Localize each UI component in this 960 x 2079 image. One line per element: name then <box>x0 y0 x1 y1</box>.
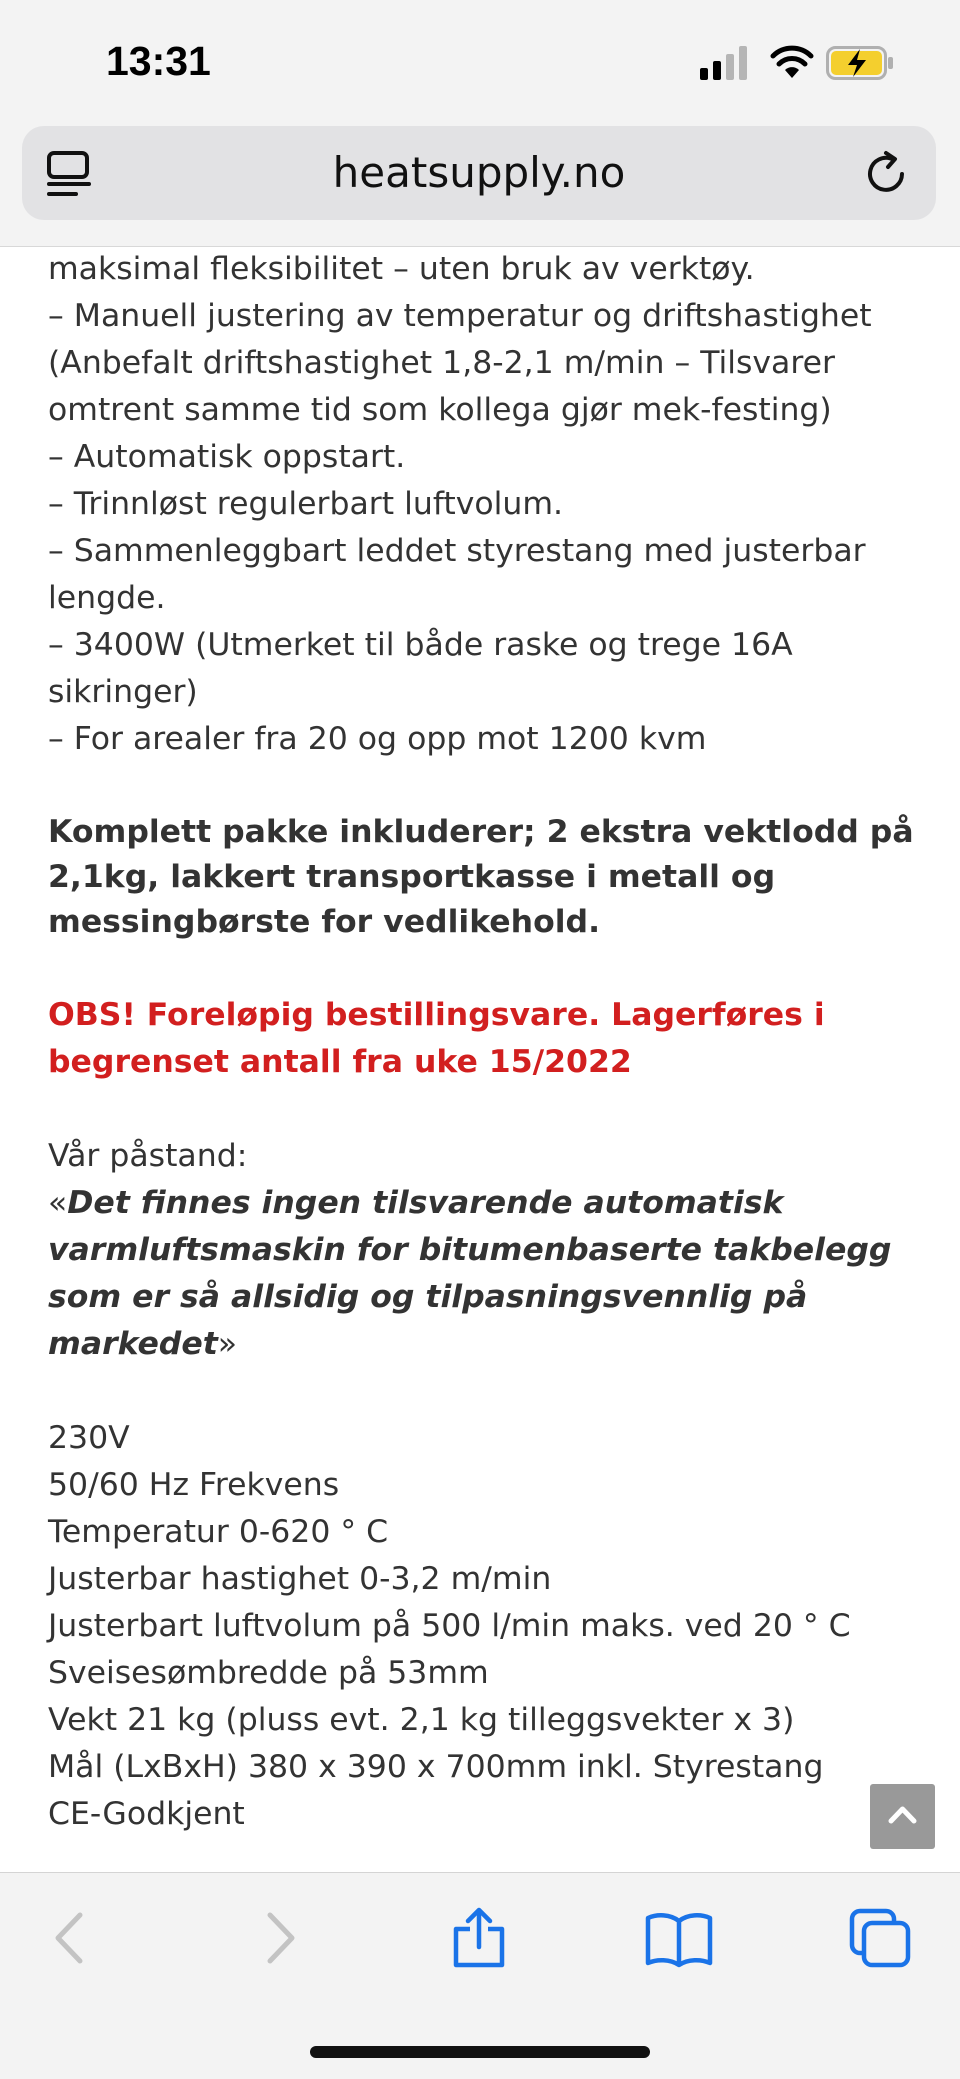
spec-line: Justerbart luftvolum på 500 l/min maks. ved 20 ° C <box>48 1608 851 1644</box>
home-indicator <box>310 2046 650 2058</box>
address-bar[interactable] <box>22 126 936 220</box>
spec-line: 230V <box>48 1420 130 1456</box>
spec-line: CE-Godkjent <box>48 1796 245 1832</box>
wifi-icon <box>770 44 814 80</box>
spec-line: Justerbar hastighet 0-3,2 m/min <box>48 1561 552 1597</box>
quote-close: » <box>217 1326 238 1362</box>
feature-line: maksimal fleksibilitet – uten bruk av verktøy. <box>48 251 755 287</box>
chevron-up-icon <box>888 1804 917 1826</box>
feature-line: – Manuell justering av temperatur og driftshastighet (Anbefalt driftshastighet 1,8-2,1 m/min – Tilsvarer omtrent samme tid som kollega gjør mek-festing) <box>48 298 872 428</box>
bookmarks-icon[interactable] <box>644 1907 714 1969</box>
signal-icon <box>700 46 750 80</box>
article-content <box>48 246 928 1838</box>
forward-icon[interactable] <box>248 1907 308 1969</box>
spec-line: Mål (LxBxH) 380 x 390 x 700mm inkl. Styrestang <box>48 1749 824 1785</box>
spec-line: 50/60 Hz Frekvens <box>48 1467 340 1503</box>
status-time: 13:31 <box>106 38 211 84</box>
claim-text: Det finnes ingen tilsvarende automatisk varmluftsmaskin for bitumenbaserte takbelegg som er så allsidig og tilpasningsvennlig på markedet <box>48 1185 892 1362</box>
claim-label: Vår påstand: <box>48 1138 248 1174</box>
feature-line: – 3400W (Utmerket til både raske og trege 16A sikringer) <box>48 627 793 710</box>
share-icon[interactable] <box>448 1907 510 1969</box>
claim-quote <box>48 1180 928 1368</box>
back-to-top-button[interactable] <box>870 1784 935 1849</box>
back-icon[interactable] <box>42 1907 102 1969</box>
feature-line: – For arealer fra 20 og opp mot 1200 kvm <box>48 721 707 757</box>
battery-charging-icon <box>826 46 896 80</box>
obs-note: OBS! Foreløpig bestillingsvare. Lagerføres i begrenset antall fra uke 15/2022 <box>48 997 825 1080</box>
spec-line: Temperatur 0-620 ° C <box>48 1514 389 1550</box>
status-bar <box>0 0 960 124</box>
feature-line: – Sammenleggbart leddet styrestang med justerbar lengde. <box>48 533 866 616</box>
spec-line: Vekt 21 kg (pluss evt. 2,1 kg tilleggsvekter x 3) <box>48 1702 795 1738</box>
package-note: Komplett pakke inkluderer; 2 ekstra vektlodd på 2,1kg, lakkert transportkasse i metall og messingbørste for vedlikehold. <box>48 814 914 940</box>
url-text[interactable]: heatsupply.no <box>332 148 626 197</box>
tabs-icon[interactable] <box>848 1907 912 1969</box>
reload-icon[interactable] <box>862 150 910 198</box>
quote-open: « <box>48 1185 68 1221</box>
spec-line: Sveisesømbredde på 53mm <box>48 1655 489 1691</box>
feature-line: – Trinnløst regulerbart luftvolum. <box>48 486 564 522</box>
feature-line: – Automatisk oppstart. <box>48 439 406 475</box>
browser-header <box>0 124 960 247</box>
